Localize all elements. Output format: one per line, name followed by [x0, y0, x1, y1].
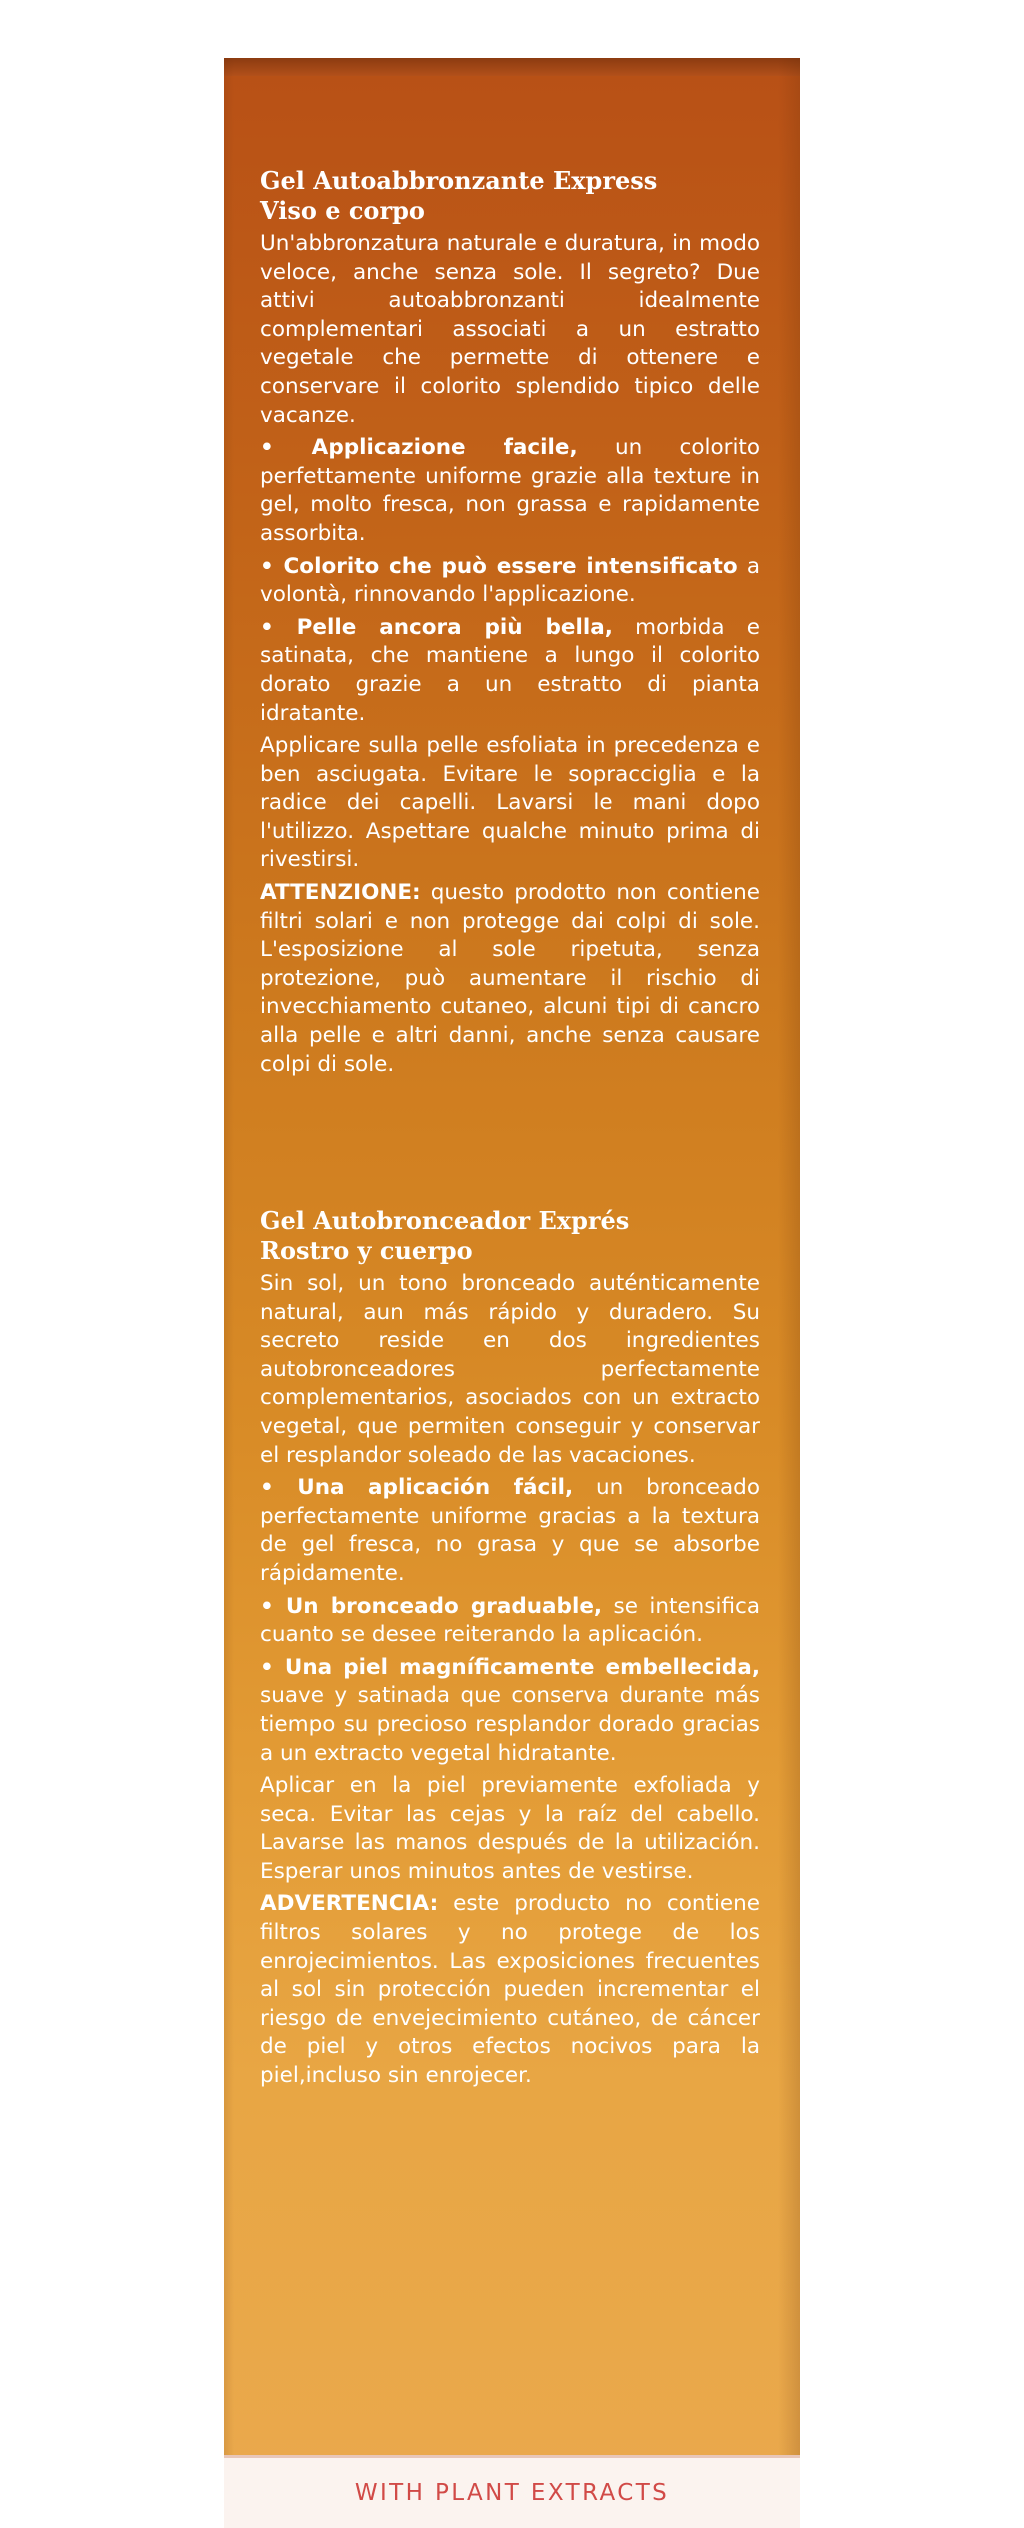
italian-heading: [260, 166, 760, 226]
spanish-warning-bold: ADVERTENCIA:: [260, 1891, 439, 1917]
italian-intro: Un'abbronzatura naturale e duratura, in modo veloce, anche senza sole. Il segreto? Due attivi autoabbronzanti idealmente complementari associati a un estratto vegetale che permette di ottenere e conservare il colorito splendido tipico delle vacanze.: [260, 231, 760, 428]
box-left-shade: [224, 58, 234, 2528]
spanish-bullet-3-bold: • Una piel magníficamente embellecida,: [260, 1654, 760, 1680]
italian-bullet-2-text: a volontà, rinnovando l'applicazione.: [260, 553, 760, 608]
italian-heading-line1: Gel Autoabbronzante Express: [260, 166, 658, 195]
spanish-bullet-2: [260, 1593, 760, 1650]
italian-heading-line2: Viso e corpo: [260, 196, 425, 225]
italian-bullet-2-bold: • Colorito che può essere intensificato: [260, 553, 738, 579]
plant-extracts-label: WITH PLANT EXTRACTS: [354, 2480, 670, 2506]
italian-bullet-3-text: morbida e satinata, che mantiene a lungo il colorito dorato grazie a un estratto di pianta idratante.: [260, 614, 760, 726]
spanish-warning-text: este producto no contiene filtros solares y no protege de los enrojecimientos. Las exposiciones frecuentes al sol sin protección pueden incrementar el riesgo de envejecimiento cutáneo, de cáncer de piel y otros efectos nocivos para la piel,incluso sin enrojecer.: [260, 1891, 760, 2089]
spanish-bullet-1: [260, 1474, 760, 1588]
italian-warning-bold: ATTENZIONE:: [260, 880, 421, 906]
spanish-intro: Sin sol, un tono bronceado auténticamente natural, aun más rápido y duradero. Su secreto reside en dos ingredientes autobronceadores perfectamente complementarios, asociados con un extracto vegetal, que permiten conseguir y conservar el resplandor soleado de las vacaciones.: [260, 1271, 760, 1468]
italian-bullet-3: [260, 614, 760, 728]
spanish-warning: [260, 1890, 760, 2090]
italian-instructions: Applicare sulla pelle esfoliata in precedenza e ben asciugata. Evitare le sopracciglia e la radice dei capelli. Lavarsi le mani dopo l'utilizzo. Aspettare qualche minuto prima di rivestirsi.: [260, 733, 760, 873]
box-top-edge: [224, 58, 800, 76]
spanish-text-block: [260, 1206, 760, 2091]
spanish-instructions: Aplicar en la piel previamente exfoliada y seca. Evitar las cejas y la raíz del cabello. Lavarse las manos después de la utilización. Esperar unos minutos antes de vestirse.: [260, 1773, 760, 1884]
italian-bullet-1: [260, 434, 760, 548]
plant-extracts-band: [224, 2455, 800, 2528]
spanish-bullet-1-text: un bronceado perfectamente uniforme gracias a la textura de gel fresca, no grasa y que se absorbe rápidamente.: [260, 1475, 760, 1586]
italian-warning-text: questo prodotto non contiene filtri solari e non protegge dai colpi di sole. L'esposizione al sole ripetuta, senza protezione, può aumentare il rischio di invecchiamento cutaneo, alcuni tipi di cancro alla pelle e altri danni, anche senza causare colpi di sole.: [260, 880, 760, 1077]
italian-bullet-3-bold: • Pelle ancora più bella,: [260, 614, 613, 640]
spanish-bullet-1-bold: • Una aplicación fácil,: [260, 1475, 574, 1501]
italian-bullet-2: [260, 553, 760, 610]
spanish-bullet-3-text: suave y satinada que conserva durante más tiempo su precioso resplandor dorado gracias a un extracto vegetal hidratante.: [260, 1683, 760, 1766]
box-right-shade: [778, 58, 800, 2528]
spanish-heading-line2: Rostro y cuerpo: [260, 1236, 473, 1265]
spanish-bullet-2-text: se intensifica cuanto se desee reiterando la aplicación.: [260, 1593, 760, 1648]
spanish-heading-line1: Gel Autobronceador Exprés: [260, 1206, 630, 1235]
spanish-bullet-2-bold: • Un bronceado graduable,: [260, 1593, 603, 1619]
italian-text-block: [260, 166, 760, 1079]
product-box-side-panel: [224, 58, 800, 2528]
spanish-heading: [260, 1206, 760, 1266]
italian-warning: [260, 879, 760, 1079]
italian-bullet-1-text: un colorito perfettamente uniforme grazie alla texture in gel, molto fresca, non grassa e rapidamente assorbita.: [260, 435, 760, 546]
italian-bullet-1-bold: • Applicazione facile,: [260, 435, 578, 461]
spanish-bullet-3: [260, 1654, 760, 1768]
